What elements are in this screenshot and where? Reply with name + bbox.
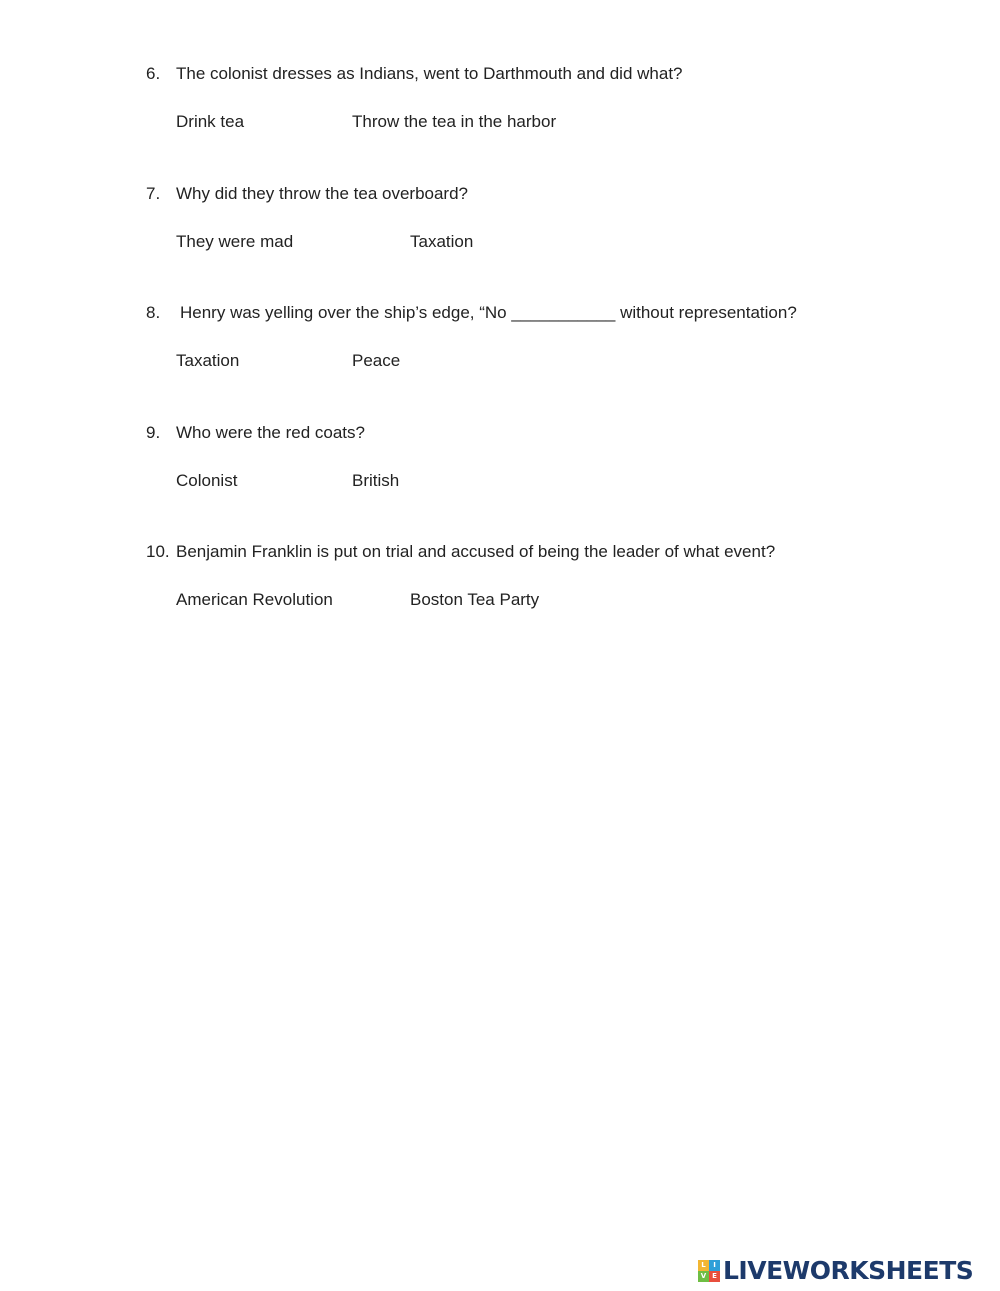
question-text: The colonist dresses as Indians, went to Darthmouth and did what? <box>176 64 683 83</box>
question-8 <box>0 302 1000 402</box>
logo-mark-letter: L <box>698 1260 709 1271</box>
logo-mark-letter: V <box>698 1271 709 1282</box>
answer-option-a[interactable]: American Revolution <box>176 590 333 609</box>
question-7 <box>0 183 1000 283</box>
question-text: Henry was yelling over the ship’s edge, “No ___________ without representation? <box>180 303 797 322</box>
logo-icon <box>698 1260 720 1282</box>
answer-option-b[interactable]: Peace <box>352 351 401 370</box>
logo-text: LIVEWORKSHEETS <box>723 1256 974 1285</box>
answer-option-a[interactable]: Colonist <box>176 471 238 490</box>
question-number: 10. <box>146 542 170 561</box>
question-text: Benjamin Franklin is put on trial and accused of being the leader of what event? <box>176 542 776 561</box>
logo-mark-letter: E <box>709 1271 720 1282</box>
question-10 <box>0 541 1000 641</box>
question-number: 7. <box>146 184 161 203</box>
answer-option-a[interactable]: Taxation <box>176 351 240 370</box>
question-text: Who were the red coats? <box>176 423 365 442</box>
liveworksheets-logo <box>698 1258 973 1284</box>
answer-option-b[interactable]: Throw the tea in the harbor <box>352 112 557 131</box>
answer-option-b[interactable]: Boston Tea Party <box>410 590 540 609</box>
question-number: 6. <box>146 64 161 83</box>
question-text: Why did they throw the tea overboard? <box>176 184 468 203</box>
question-9 <box>0 422 1000 522</box>
question-number: 8. <box>146 303 161 322</box>
logo-mark-letter: I <box>709 1260 720 1271</box>
answer-option-b[interactable]: Taxation <box>410 232 474 251</box>
answer-option-a[interactable]: Drink tea <box>176 112 245 131</box>
question-number: 9. <box>146 423 161 442</box>
answer-option-b[interactable]: British <box>352 471 400 490</box>
question-6 <box>0 63 1000 163</box>
answer-option-a[interactable]: They were mad <box>176 232 294 251</box>
